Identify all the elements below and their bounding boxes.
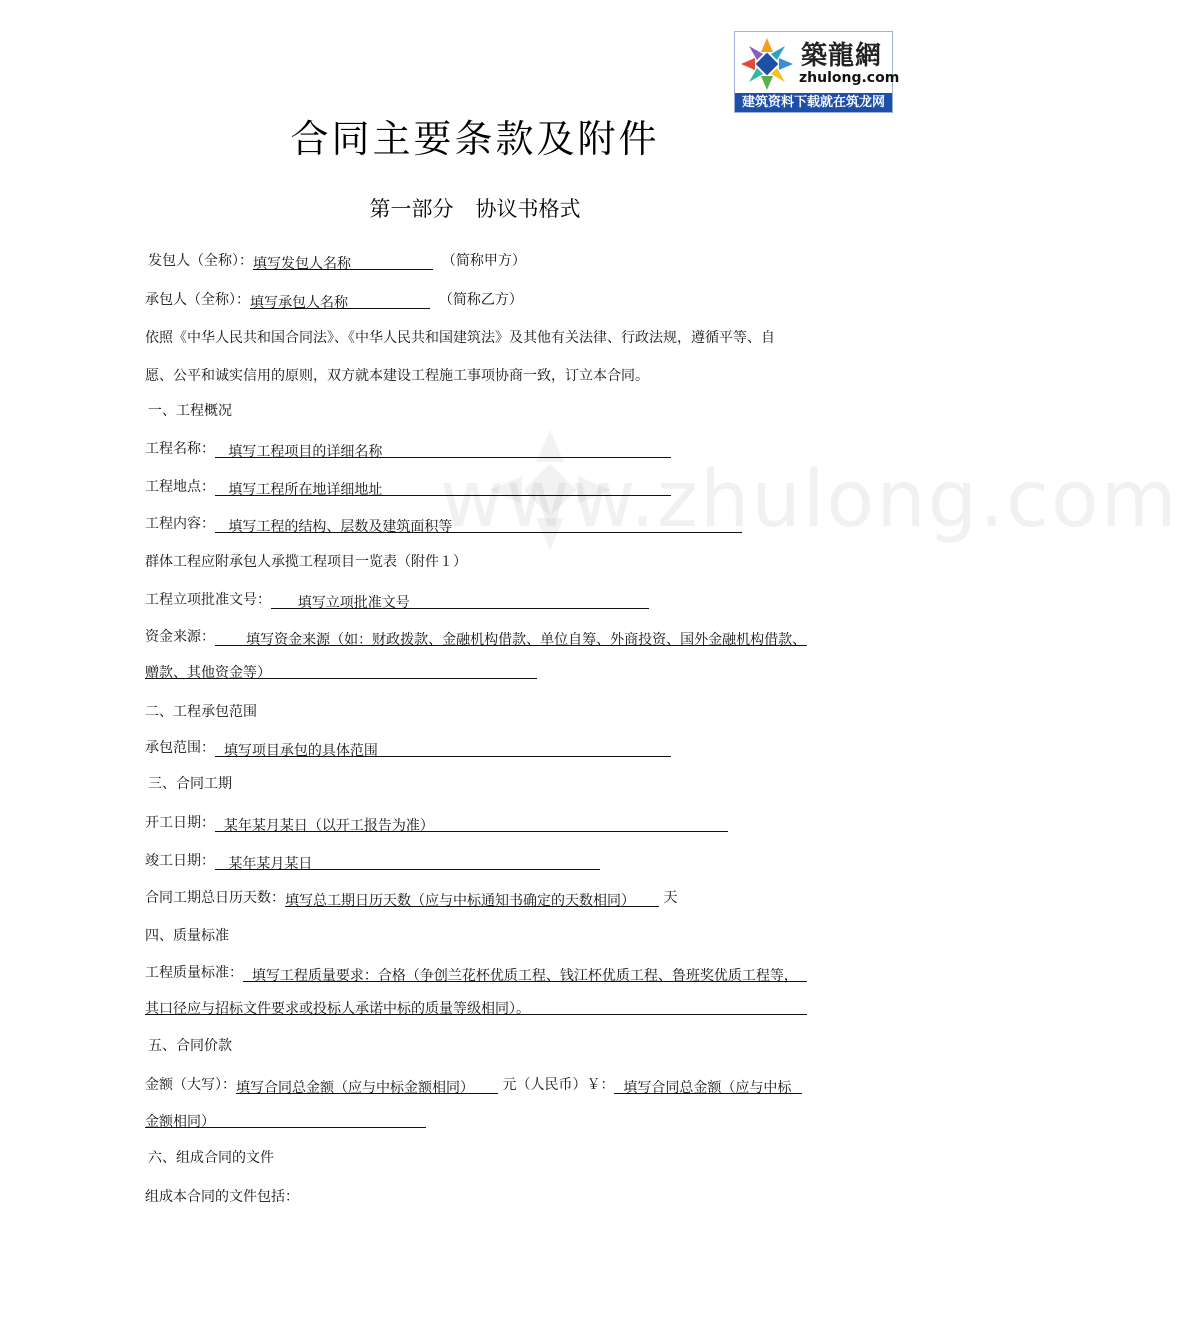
logo-tagline: 建筑资料下载就在筑龙网 xyxy=(735,93,892,112)
quality-field-continued[interactable]: 其口径应与招标文件要求或投标人承诺中标的质量等级相同）。 xyxy=(145,998,807,1015)
approval-line xyxy=(145,589,649,609)
contractor-line xyxy=(145,289,523,309)
total-days-field[interactable]: 填写总工期日历天数（应与中标通知书确定的天数相同） xyxy=(285,890,659,907)
contractor-label: 承包人（全称）： xyxy=(145,292,250,308)
end-date-field[interactable]: 某年某月某日 xyxy=(215,853,600,870)
quality-line-1 xyxy=(145,962,807,982)
subtitle-part: 第一部分 xyxy=(369,197,454,221)
contractor-suffix: （简称乙方） xyxy=(438,292,523,308)
price-words-field[interactable]: 填写合同总金额（应与中标金额相同） xyxy=(236,1077,498,1094)
employer-suffix: （简称甲方） xyxy=(441,253,526,269)
project-name-field[interactable]: 填写工程项目的详细名称 xyxy=(215,441,671,458)
funding-field-continued[interactable]: 赠款、其他资金等） xyxy=(145,662,537,679)
price-rmb-label: 元（人民币）￥： xyxy=(502,1077,615,1093)
project-name-line xyxy=(145,438,671,458)
project-content-line xyxy=(145,513,742,533)
project-location-line xyxy=(145,476,671,496)
page-subtitle xyxy=(0,193,950,223)
price-figure-field[interactable]: 填写合同总金额（应与中标 xyxy=(614,1077,802,1094)
start-date-field[interactable]: 某年某月某日（以开工报告为准） xyxy=(215,815,728,832)
employer-line xyxy=(148,250,526,270)
end-date-label: 竣工日期： xyxy=(145,853,215,869)
price-figure-field-continued[interactable]: 金额相同） xyxy=(145,1111,426,1128)
price-line-1 xyxy=(145,1074,802,1094)
price-line-2 xyxy=(145,1111,426,1128)
logo-chinese-text: 築龍網 xyxy=(801,41,883,71)
snowflake-logo-icon xyxy=(739,36,795,92)
project-content-field[interactable]: 填写工程的结构、层数及建筑面积等 xyxy=(215,516,742,533)
quality-field[interactable]: 填写工程质量要求：合格（争创兰花杯优质工程、钱江杯优质工程、鲁班奖优质工程等， xyxy=(243,965,807,982)
quality-line-2 xyxy=(145,998,807,1015)
price-label: 金额（大写）： xyxy=(145,1077,236,1093)
preamble-line-1: 依照《中华人民共和国合同法》、《中华人民共和国建筑法》及其他有关法律、行政法规，遵循平等、自 xyxy=(145,330,775,346)
scope-field[interactable]: 填写项目承包的具体范围 xyxy=(215,740,671,757)
subtitle-name: 协议书格式 xyxy=(475,197,581,221)
funding-label: 资金来源： xyxy=(145,629,215,645)
contract-docs-intro: 组成本合同的文件包括： xyxy=(145,1189,299,1205)
section-6-heading: 六、组成合同的文件 xyxy=(148,1150,274,1166)
project-location-label: 工程地点： xyxy=(145,479,215,495)
scope-line xyxy=(145,737,671,757)
start-date-label: 开工日期： xyxy=(145,815,215,831)
funding-field[interactable]: 填写资金来源（如：财政拨款、金融机构借款、单位自筹、外商投资、国外金融机构借款、 xyxy=(215,629,807,646)
section-1-heading: 一、工程概况 xyxy=(148,403,232,419)
group-project-note: 群体工程应附承包人承揽工程项目一览表（附件１） xyxy=(145,554,467,570)
zhulong-logo xyxy=(734,31,900,113)
funding-line-2 xyxy=(145,662,537,679)
employer-field[interactable]: 填写发包人名称 xyxy=(253,253,433,270)
section-4-heading: 四、质量标准 xyxy=(145,928,229,944)
section-5-heading: 五、合同价款 xyxy=(148,1038,232,1054)
preamble-line-2: 愿、公平和诚实信用的原则，双方就本建设工程施工事项协商一致，订立本合同。 xyxy=(145,368,649,384)
approval-field[interactable]: 填写立项批准文号 xyxy=(271,592,649,609)
funding-line-1 xyxy=(145,626,807,646)
project-location-field[interactable]: 填写工程所在地详细地址 xyxy=(215,479,671,496)
logo-domain-text: zhulong.com xyxy=(799,70,900,86)
start-date-line xyxy=(145,812,728,832)
employer-label: 发包人（全称）： xyxy=(148,253,253,269)
total-days-label: 合同工期总日历天数： xyxy=(145,890,285,906)
contractor-field[interactable]: 填写承包人名称 xyxy=(250,292,430,309)
section-2-heading: 二、工程承包范围 xyxy=(145,704,257,720)
section-3-heading: 三、合同工期 xyxy=(148,776,232,792)
scope-label: 承包范围： xyxy=(145,740,215,756)
total-days-line xyxy=(145,887,677,907)
watermark-text: www.zhulong.com xyxy=(440,455,1179,545)
approval-label: 工程立项批准文号： xyxy=(145,592,271,608)
project-name-label: 工程名称： xyxy=(145,441,215,457)
quality-label: 工程质量标准： xyxy=(145,965,243,981)
end-date-line xyxy=(145,850,600,870)
page-title: 合同主要条款及附件 xyxy=(290,117,660,161)
project-content-label: 工程内容： xyxy=(145,516,215,532)
total-days-suffix: 天 xyxy=(663,890,678,906)
